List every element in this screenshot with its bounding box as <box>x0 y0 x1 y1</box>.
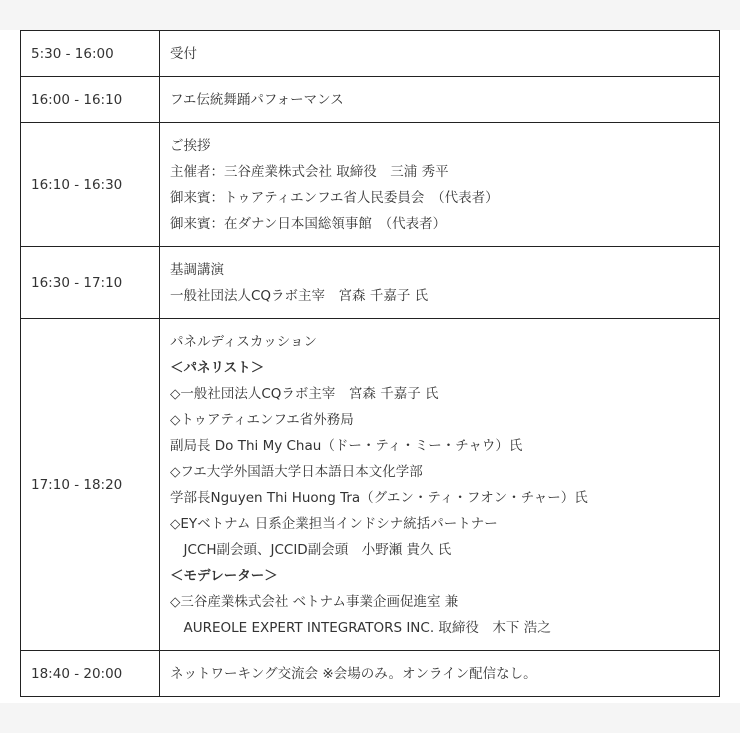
time-cell: 17:10 - 18:20 <box>21 319 160 651</box>
table-row <box>21 31 720 77</box>
time-cell: 16:00 - 16:10 <box>21 77 160 123</box>
program-cell <box>160 247 720 319</box>
time-cell: 5:30 - 16:00 <box>21 31 160 77</box>
program-line: AUREOLE EXPERT INTEGRATORS INC. 取締役 木下 浩之 <box>170 619 551 636</box>
program-line: ◇EYベトナム 日系企業担当インドシナ統括パートナー <box>170 515 498 532</box>
section-heading-panelists: ＜パネリスト＞ <box>170 359 265 376</box>
time-cell: 16:30 - 17:10 <box>21 247 160 319</box>
program-line: ◇トゥアティエンフエ省外務局 <box>170 411 354 428</box>
page <box>0 30 740 703</box>
program-cell <box>160 651 720 697</box>
program-line: フエ伝統舞踊パフォーマンス <box>170 91 344 108</box>
program-line: 御来賓：トゥアティエンフエ省人民委員会 （代表者） <box>170 189 499 206</box>
section-heading-moderator: ＜モデレーター＞ <box>170 567 278 584</box>
program-line: 御来賓：在ダナン日本国総領事館 （代表者） <box>170 215 447 232</box>
program-line: ◇一般社団法人CQラボ主宰 宮森 千嘉子 氏 <box>170 385 439 402</box>
program-line: ご挨拶 <box>170 137 211 154</box>
program-line: ◇三谷産業株式会社 ベトナム事業企画促進室 兼 <box>170 593 459 610</box>
schedule-table <box>20 30 720 697</box>
program-line: 学部長Nguyen Thi Huong Tra（グエン・ティ・フオン・チャー）氏 <box>170 489 588 506</box>
table-row <box>21 319 720 651</box>
program-cell <box>160 319 720 651</box>
program-line: 一般社団法人CQラボ主宰 宮森 千嘉子 氏 <box>170 287 429 304</box>
table-row <box>21 123 720 247</box>
table-row <box>21 651 720 697</box>
program-line: ◇フエ大学外国語大学日本語日本文化学部 <box>170 463 423 480</box>
program-line: 副局長 Do Thi My Chau（ドー・ティ・ミー・チャウ）氏 <box>170 437 523 454</box>
program-line: JCCH副会頭、JCCID副会頭 小野瀬 貴久 氏 <box>170 541 452 558</box>
table-row <box>21 247 720 319</box>
program-line: ネットワーキング交流会 ※会場のみ。オンライン配信なし。 <box>170 665 537 682</box>
program-cell <box>160 31 720 77</box>
program-cell <box>160 123 720 247</box>
program-line: 受付 <box>170 45 197 62</box>
program-line: 主催者：三谷産業株式会社 取締役 三浦 秀平 <box>170 163 449 180</box>
program-line: パネルディスカッション <box>170 333 318 350</box>
program-cell <box>160 77 720 123</box>
program-line: 基調講演 <box>170 261 224 278</box>
table-row <box>21 77 720 123</box>
time-cell: 18:40 - 20:00 <box>21 651 160 697</box>
time-cell: 16:10 - 16:30 <box>21 123 160 247</box>
